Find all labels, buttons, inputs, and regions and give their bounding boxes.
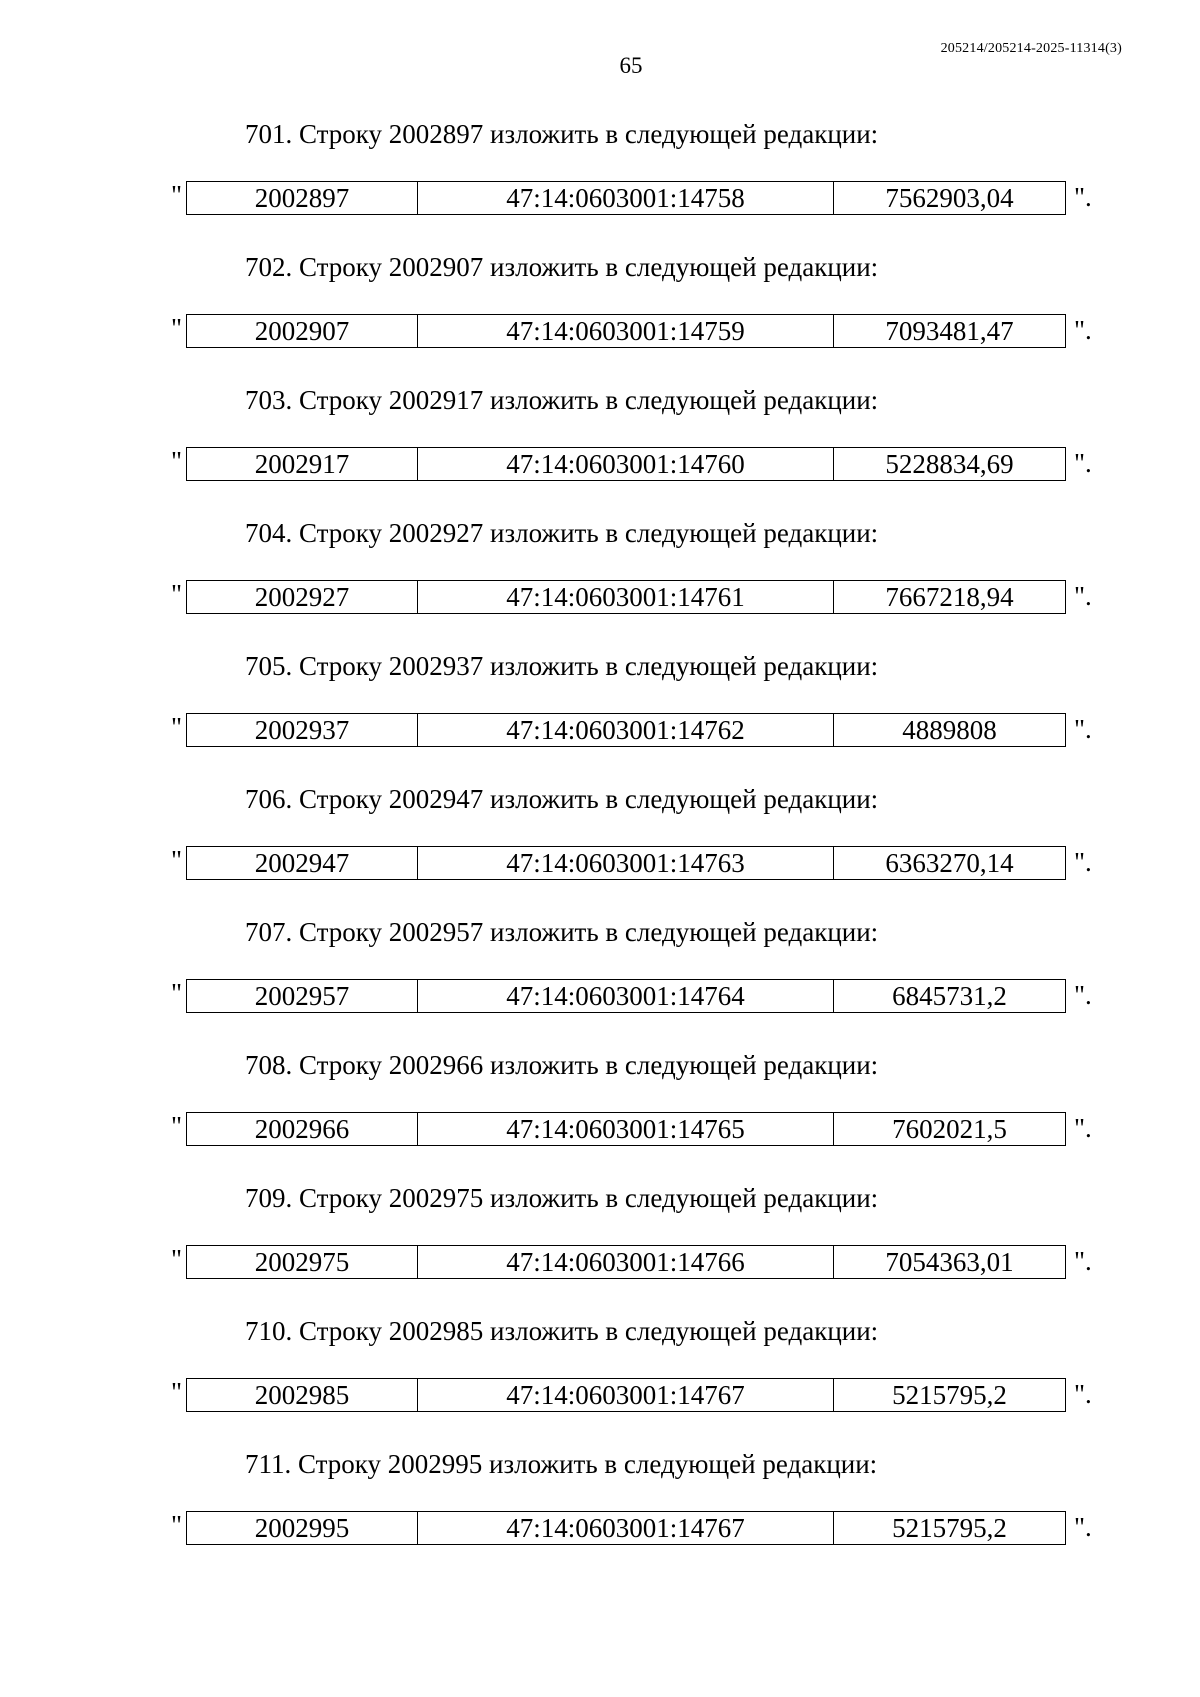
opening-quote: "	[171, 1111, 183, 1141]
document-code: 205214/205214-2025-11314(3)	[940, 41, 1122, 56]
opening-quote: "	[171, 446, 183, 476]
amendment-instruction: 706. Строку 2002947 изложить в следующей редакции:	[245, 784, 879, 814]
amendment-table	[186, 1112, 1066, 1146]
amendment-instruction: 711. Строку 2002995 изложить в следующей редакции:	[245, 1449, 878, 1479]
amendment-item	[0, 116, 1200, 249]
amendment-row	[0, 580, 1200, 614]
amendment-item	[0, 914, 1200, 1047]
page-number: 65	[619, 53, 643, 78]
value-cell: 6363270,14	[834, 847, 1066, 880]
cadastral-number-cell: 47:14:0603001:14767	[418, 1512, 834, 1545]
amendment-table	[186, 181, 1066, 215]
amendment-item	[0, 382, 1200, 515]
value-cell: 7667218,94	[834, 581, 1066, 614]
amendment-item	[0, 1313, 1200, 1446]
amendment-table	[186, 1245, 1066, 1279]
closing-quote: ".	[1074, 1246, 1092, 1276]
closing-quote: ".	[1074, 315, 1092, 345]
row-number-cell: 2002897	[187, 182, 418, 215]
amendment-row	[0, 846, 1200, 880]
amendment-instruction: 701. Строку 2002897 изложить в следующей редакции:	[245, 119, 879, 149]
amendment-table	[186, 1378, 1066, 1412]
amendment-row	[0, 1511, 1200, 1545]
amendment-table	[186, 713, 1066, 747]
amendment-row	[0, 447, 1200, 481]
closing-quote: ".	[1074, 714, 1092, 744]
value-cell: 7054363,01	[834, 1246, 1066, 1279]
opening-quote: "	[171, 1244, 183, 1274]
amendment-table	[186, 447, 1066, 481]
value-cell: 7093481,47	[834, 315, 1066, 348]
closing-quote: ".	[1074, 182, 1092, 212]
closing-quote: ".	[1074, 448, 1092, 478]
amendment-row	[0, 1112, 1200, 1146]
row-number-cell: 2002927	[187, 581, 418, 614]
row-number-cell: 2002985	[187, 1379, 418, 1412]
value-cell: 7602021,5	[834, 1113, 1066, 1146]
amendment-list	[0, 116, 1200, 1579]
amendment-item	[0, 1446, 1200, 1579]
cadastral-number-cell: 47:14:0603001:14760	[418, 448, 834, 481]
opening-quote: "	[171, 313, 183, 343]
amendment-item	[0, 781, 1200, 914]
value-cell: 5215795,2	[834, 1379, 1066, 1412]
opening-quote: "	[171, 1510, 183, 1540]
amendment-row	[0, 979, 1200, 1013]
amendment-row	[0, 181, 1200, 215]
row-number-cell: 2002947	[187, 847, 418, 880]
value-cell: 7562903,04	[834, 182, 1066, 215]
cadastral-number-cell: 47:14:0603001:14763	[418, 847, 834, 880]
row-number-cell: 2002917	[187, 448, 418, 481]
amendment-table	[186, 846, 1066, 880]
amendment-item	[0, 249, 1200, 382]
amendment-instruction: 709. Строку 2002975 изложить в следующей редакции:	[245, 1183, 879, 1213]
cadastral-number-cell: 47:14:0603001:14762	[418, 714, 834, 747]
closing-quote: ".	[1074, 581, 1092, 611]
row-number-cell: 2002966	[187, 1113, 418, 1146]
closing-quote: ".	[1074, 1379, 1092, 1409]
cadastral-number-cell: 47:14:0603001:14766	[418, 1246, 834, 1279]
amendment-instruction: 707. Строку 2002957 изложить в следующей редакции:	[245, 917, 879, 947]
row-number-cell: 2002957	[187, 980, 418, 1013]
opening-quote: "	[171, 579, 183, 609]
row-number-cell: 2002975	[187, 1246, 418, 1279]
cadastral-number-cell: 47:14:0603001:14767	[418, 1379, 834, 1412]
amendment-table	[186, 314, 1066, 348]
closing-quote: ".	[1074, 847, 1092, 877]
amendment-instruction: 704. Строку 2002927 изложить в следующей редакции:	[245, 518, 879, 548]
value-cell: 6845731,2	[834, 980, 1066, 1013]
cadastral-number-cell: 47:14:0603001:14761	[418, 581, 834, 614]
amendment-instruction: 703. Строку 2002917 изложить в следующей редакции:	[245, 385, 879, 415]
cadastral-number-cell: 47:14:0603001:14759	[418, 315, 834, 348]
value-cell: 4889808	[834, 714, 1066, 747]
opening-quote: "	[171, 180, 183, 210]
row-number-cell: 2002907	[187, 315, 418, 348]
amendment-item	[0, 648, 1200, 781]
opening-quote: "	[171, 978, 183, 1008]
cadastral-number-cell: 47:14:0603001:14758	[418, 182, 834, 215]
amendment-table	[186, 580, 1066, 614]
cadastral-number-cell: 47:14:0603001:14764	[418, 980, 834, 1013]
amendment-item	[0, 1047, 1200, 1180]
cadastral-number-cell: 47:14:0603001:14765	[418, 1113, 834, 1146]
amendment-table	[186, 979, 1066, 1013]
amendment-row	[0, 314, 1200, 348]
value-cell: 5228834,69	[834, 448, 1066, 481]
amendment-instruction: 702. Строку 2002907 изложить в следующей редакции:	[245, 252, 879, 282]
closing-quote: ".	[1074, 1512, 1092, 1542]
amendment-row	[0, 1378, 1200, 1412]
amendment-item	[0, 515, 1200, 648]
amendment-instruction: 705. Строку 2002937 изложить в следующей редакции:	[245, 651, 879, 681]
closing-quote: ".	[1074, 1113, 1092, 1143]
amendment-row	[0, 1245, 1200, 1279]
amendment-instruction: 710. Строку 2002985 изложить в следующей редакции:	[245, 1316, 879, 1346]
row-number-cell: 2002937	[187, 714, 418, 747]
opening-quote: "	[171, 712, 183, 742]
amendment-table	[186, 1511, 1066, 1545]
amendment-instruction: 708. Строку 2002966 изложить в следующей редакции:	[245, 1050, 879, 1080]
amendment-item	[0, 1180, 1200, 1313]
value-cell: 5215795,2	[834, 1512, 1066, 1545]
row-number-cell: 2002995	[187, 1512, 418, 1545]
closing-quote: ".	[1074, 980, 1092, 1010]
opening-quote: "	[171, 845, 183, 875]
amendment-row	[0, 713, 1200, 747]
opening-quote: "	[171, 1377, 183, 1407]
